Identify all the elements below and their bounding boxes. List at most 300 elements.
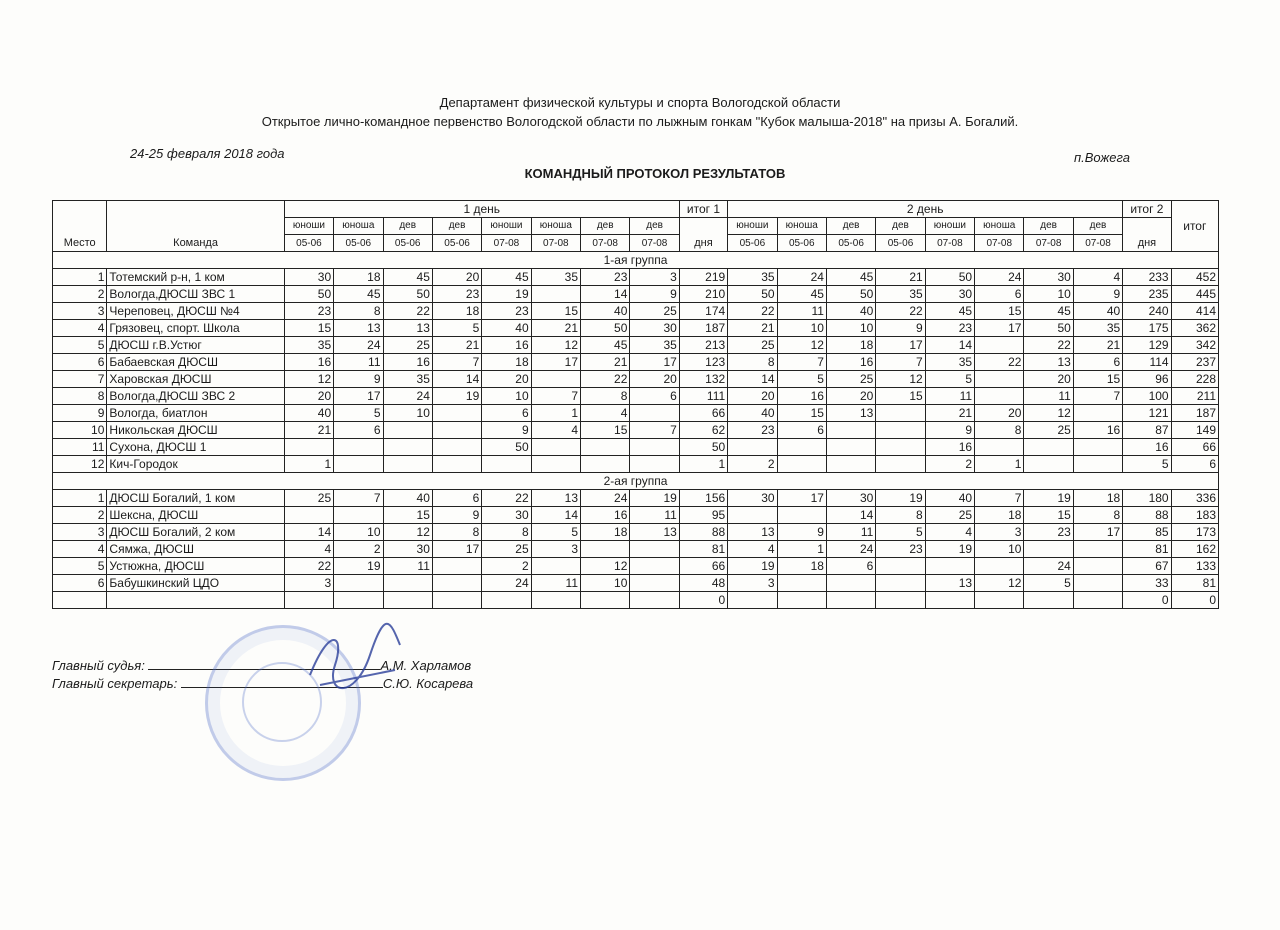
- score-cell: 14: [432, 371, 481, 388]
- score-cell: 8: [876, 507, 925, 524]
- day1-cat-1: юноши: [284, 218, 333, 235]
- score-cell: [1073, 405, 1122, 422]
- score-cell: 23: [728, 422, 777, 439]
- score-cell: 23: [1024, 524, 1073, 541]
- score-cell: [432, 456, 481, 473]
- score-cell: 4: [284, 541, 333, 558]
- empty-cell: [334, 592, 383, 609]
- score-cell: [581, 541, 630, 558]
- score-cell: 50: [581, 320, 630, 337]
- score-cell: 133: [1171, 558, 1218, 575]
- score-cell: 24: [826, 541, 875, 558]
- score-cell: 237: [1171, 354, 1218, 371]
- score-cell: 129: [1123, 337, 1171, 354]
- score-cell: 20: [432, 269, 481, 286]
- score-cell: 81: [1171, 575, 1218, 592]
- score-cell: 3: [728, 575, 777, 592]
- score-cell: 6: [975, 286, 1024, 303]
- score-cell: 7: [1073, 388, 1122, 405]
- score-cell: 4: [1073, 269, 1122, 286]
- score-cell: 6: [777, 422, 826, 439]
- score-cell: 12: [1024, 405, 1073, 422]
- score-cell: 8: [728, 354, 777, 371]
- score-cell: 3: [531, 541, 580, 558]
- score-cell: 15: [975, 303, 1024, 320]
- score-cell: 87: [1123, 422, 1171, 439]
- score-cell: 8: [1073, 507, 1122, 524]
- score-cell: 19: [1024, 490, 1073, 507]
- score-cell: 2: [925, 456, 974, 473]
- score-cell: [975, 388, 1024, 405]
- score-cell: 45: [482, 269, 531, 286]
- day1-cat-7: дев: [581, 218, 630, 235]
- place-cell: 3: [53, 524, 107, 541]
- score-cell: 18: [1073, 490, 1122, 507]
- score-cell: 4: [728, 541, 777, 558]
- score-cell: [876, 405, 925, 422]
- score-cell: 8: [432, 524, 481, 541]
- score-cell: [728, 507, 777, 524]
- team-cell: Харовская ДЮСШ: [107, 371, 284, 388]
- day2-cat-7: дев: [1024, 218, 1073, 235]
- score-cell: 17: [432, 541, 481, 558]
- score-cell: 24: [383, 388, 432, 405]
- team-cell: Грязовец, спорт. Школа: [107, 320, 284, 337]
- table-row: [53, 575, 1219, 592]
- score-cell: [777, 507, 826, 524]
- score-cell: 7: [334, 490, 383, 507]
- score-cell: 219: [679, 269, 727, 286]
- table-row: [53, 524, 1219, 541]
- score-cell: 18: [975, 507, 1024, 524]
- place-cell: 2: [53, 507, 107, 524]
- score-cell: 15: [383, 507, 432, 524]
- score-cell: 9: [1073, 286, 1122, 303]
- score-cell: 10: [383, 405, 432, 422]
- score-cell: 6: [432, 490, 481, 507]
- score-cell: 18: [432, 303, 481, 320]
- score-cell: 6: [630, 388, 679, 405]
- day1-cat-8: дев: [630, 218, 679, 235]
- score-cell: [975, 371, 1024, 388]
- score-cell: 12: [531, 337, 580, 354]
- score-cell: 17: [630, 354, 679, 371]
- score-cell: 20: [975, 405, 1024, 422]
- score-cell: 233: [1123, 269, 1171, 286]
- score-cell: 50: [925, 269, 974, 286]
- score-cell: 7: [876, 354, 925, 371]
- score-cell: 23: [432, 286, 481, 303]
- team-cell: Вологда, биатлон: [107, 405, 284, 422]
- score-cell: 45: [1024, 303, 1073, 320]
- table-row: [53, 558, 1219, 575]
- score-cell: 25: [630, 303, 679, 320]
- place-cell: 8: [53, 388, 107, 405]
- score-cell: 95: [679, 507, 727, 524]
- score-cell: 22: [1024, 337, 1073, 354]
- score-cell: 111: [679, 388, 727, 405]
- score-cell: 50: [284, 286, 333, 303]
- score-cell: 20: [630, 371, 679, 388]
- day1-cat-2: юноша: [334, 218, 383, 235]
- score-cell: [630, 575, 679, 592]
- score-cell: 45: [334, 286, 383, 303]
- score-cell: 1: [777, 541, 826, 558]
- score-cell: [777, 439, 826, 456]
- score-cell: 30: [284, 269, 333, 286]
- score-cell: 20: [284, 388, 333, 405]
- score-cell: 210: [679, 286, 727, 303]
- score-cell: 30: [383, 541, 432, 558]
- day2-age-1: 05-06: [728, 235, 777, 252]
- score-cell: 35: [531, 269, 580, 286]
- score-cell: 88: [1123, 507, 1171, 524]
- score-cell: 85: [1123, 524, 1171, 541]
- score-cell: 9: [432, 507, 481, 524]
- results-table: [52, 200, 1219, 609]
- score-cell: 1: [284, 456, 333, 473]
- score-cell: 17: [531, 354, 580, 371]
- score-cell: 24: [1024, 558, 1073, 575]
- score-cell: 162: [1171, 541, 1218, 558]
- score-cell: 187: [1171, 405, 1218, 422]
- day1-age-2: 05-06: [334, 235, 383, 252]
- score-cell: 5: [334, 405, 383, 422]
- total2-days-label: дня: [1123, 218, 1171, 252]
- score-cell: 452: [1171, 269, 1218, 286]
- score-cell: [876, 439, 925, 456]
- score-cell: 20: [482, 371, 531, 388]
- score-cell: 13: [334, 320, 383, 337]
- score-cell: 16: [482, 337, 531, 354]
- team-cell: Тотемский р-н, 1 ком: [107, 269, 284, 286]
- score-cell: 45: [581, 337, 630, 354]
- score-cell: 11: [1024, 388, 1073, 405]
- place-cell: 5: [53, 558, 107, 575]
- score-cell: 40: [284, 405, 333, 422]
- score-cell: 25: [826, 371, 875, 388]
- score-cell: 15: [531, 303, 580, 320]
- score-cell: 7: [531, 388, 580, 405]
- event-place: п.Вожега: [1073, 150, 1130, 165]
- score-cell: [876, 575, 925, 592]
- team-cell: Устюжна, ДЮСШ: [107, 558, 284, 575]
- score-cell: 17: [777, 490, 826, 507]
- empty-cell: [432, 592, 481, 609]
- score-cell: 40: [1073, 303, 1122, 320]
- team-cell: Сухона, ДЮСШ 1: [107, 439, 284, 456]
- score-cell: 20: [1024, 371, 1073, 388]
- score-cell: 175: [1123, 320, 1171, 337]
- table-row: [53, 303, 1219, 320]
- score-cell: 19: [876, 490, 925, 507]
- score-cell: 66: [1171, 439, 1218, 456]
- score-cell: 30: [630, 320, 679, 337]
- score-cell: 12: [581, 558, 630, 575]
- score-cell: 22: [728, 303, 777, 320]
- score-cell: 19: [925, 541, 974, 558]
- score-cell: 18: [581, 524, 630, 541]
- score-cell: 8: [482, 524, 531, 541]
- score-cell: 50: [482, 439, 531, 456]
- team-cell: Никольская ДЮСШ: [107, 422, 284, 439]
- score-cell: 12: [876, 371, 925, 388]
- score-cell: [531, 456, 580, 473]
- score-cell: 11: [826, 524, 875, 541]
- protocol-title: КОМАНДНЫЙ ПРОТОКОЛ РЕЗУЛЬТАТОВ: [524, 166, 786, 181]
- score-cell: 19: [334, 558, 383, 575]
- day1-age-6: 07-08: [531, 235, 580, 252]
- score-cell: 342: [1171, 337, 1218, 354]
- score-cell: 445: [1171, 286, 1218, 303]
- place-cell: 12: [53, 456, 107, 473]
- empty-cell: [1024, 592, 1073, 609]
- score-cell: 40: [482, 320, 531, 337]
- score-cell: 12: [975, 575, 1024, 592]
- score-cell: [728, 439, 777, 456]
- team-cell: Бабаевская ДЮСШ: [107, 354, 284, 371]
- score-cell: 15: [1024, 507, 1073, 524]
- score-cell: 5: [531, 524, 580, 541]
- score-cell: 24: [334, 337, 383, 354]
- score-cell: 21: [581, 354, 630, 371]
- score-cell: 6: [482, 405, 531, 422]
- table-row: [53, 422, 1219, 439]
- score-cell: 13: [728, 524, 777, 541]
- score-cell: 14: [284, 524, 333, 541]
- place-cell: 11: [53, 439, 107, 456]
- score-cell: 132: [679, 371, 727, 388]
- judge-name: А.М. Харламов: [380, 658, 472, 673]
- team-cell: Сямжа, ДЮСШ: [107, 541, 284, 558]
- score-cell: 25: [1024, 422, 1073, 439]
- score-cell: 30: [826, 490, 875, 507]
- col-place-header: Место: [53, 201, 107, 252]
- table-row: [53, 286, 1219, 303]
- empty-cell: [777, 592, 826, 609]
- table-row: [53, 337, 1219, 354]
- score-cell: 13: [383, 320, 432, 337]
- day1-cat-4: дев: [432, 218, 481, 235]
- score-cell: 40: [826, 303, 875, 320]
- score-cell: 14: [826, 507, 875, 524]
- score-cell: [334, 456, 383, 473]
- score-cell: 21: [925, 405, 974, 422]
- score-cell: 5: [432, 320, 481, 337]
- score-cell: 40: [581, 303, 630, 320]
- score-cell: 12: [284, 371, 333, 388]
- empty-cell: [383, 592, 432, 609]
- score-cell: [482, 456, 531, 473]
- score-cell: 17: [334, 388, 383, 405]
- empty-cell: [728, 592, 777, 609]
- table-footer-row: [53, 592, 1219, 609]
- score-cell: 17: [1073, 524, 1122, 541]
- score-cell: 10: [581, 575, 630, 592]
- score-cell: 9: [876, 320, 925, 337]
- score-cell: [630, 541, 679, 558]
- table-row: [53, 405, 1219, 422]
- score-cell: [284, 439, 333, 456]
- score-cell: 22: [284, 558, 333, 575]
- score-cell: 10: [777, 320, 826, 337]
- score-cell: [1073, 439, 1122, 456]
- score-cell: 8: [334, 303, 383, 320]
- score-cell: [1073, 541, 1122, 558]
- score-cell: [284, 507, 333, 524]
- score-cell: 23: [284, 303, 333, 320]
- score-cell: 25: [284, 490, 333, 507]
- empty-cell: [284, 592, 333, 609]
- score-cell: 8: [581, 388, 630, 405]
- score-cell: 13: [925, 575, 974, 592]
- score-cell: [630, 405, 679, 422]
- score-cell: 5: [925, 371, 974, 388]
- team-cell: Вологда,ДЮСШ ЗВС 2: [107, 388, 284, 405]
- score-cell: 50: [728, 286, 777, 303]
- score-cell: 10: [975, 541, 1024, 558]
- day1-age-7: 07-08: [581, 235, 630, 252]
- table-row: [53, 388, 1219, 405]
- score-cell: 10: [1024, 286, 1073, 303]
- score-cell: 66: [679, 558, 727, 575]
- place-cell: 5: [53, 337, 107, 354]
- score-cell: 180: [1123, 490, 1171, 507]
- score-cell: 30: [728, 490, 777, 507]
- score-cell: 16: [284, 354, 333, 371]
- score-cell: [334, 575, 383, 592]
- day2-cat-5: юноши: [925, 218, 974, 235]
- day2-age-3: 05-06: [826, 235, 875, 252]
- score-cell: 11: [630, 507, 679, 524]
- score-cell: [630, 456, 679, 473]
- score-cell: [1073, 456, 1122, 473]
- footer-grand-total: 0: [1171, 592, 1218, 609]
- score-cell: [432, 405, 481, 422]
- score-cell: 10: [826, 320, 875, 337]
- score-cell: 96: [1123, 371, 1171, 388]
- score-cell: 19: [482, 286, 531, 303]
- score-cell: 21: [284, 422, 333, 439]
- score-cell: 20: [728, 388, 777, 405]
- table-row: [53, 439, 1219, 456]
- score-cell: [531, 371, 580, 388]
- score-cell: 9: [630, 286, 679, 303]
- table-row: [53, 490, 1219, 507]
- empty-cell: [531, 592, 580, 609]
- score-cell: 22: [581, 371, 630, 388]
- score-cell: 13: [531, 490, 580, 507]
- score-cell: 25: [925, 507, 974, 524]
- score-cell: 213: [679, 337, 727, 354]
- day2-cat-3: дев: [826, 218, 875, 235]
- score-cell: 6: [1073, 354, 1122, 371]
- table-row: [53, 371, 1219, 388]
- score-cell: 24: [777, 269, 826, 286]
- score-cell: 22: [876, 303, 925, 320]
- day2-cat-2: юноша: [777, 218, 826, 235]
- total1-header: итог 1: [679, 201, 727, 218]
- org-heading: Департамент физической культуры и спорта Вологодской области: [439, 95, 841, 110]
- score-cell: 4: [925, 524, 974, 541]
- score-cell: 6: [1171, 456, 1218, 473]
- score-cell: [777, 575, 826, 592]
- score-cell: 14: [531, 507, 580, 524]
- score-cell: 15: [581, 422, 630, 439]
- score-cell: 2: [482, 558, 531, 575]
- score-cell: 50: [679, 439, 727, 456]
- score-cell: 24: [581, 490, 630, 507]
- place-cell: 4: [53, 541, 107, 558]
- handwritten-signature: [300, 615, 410, 705]
- group-title: 2-ая группа: [53, 473, 1219, 490]
- grand-total-header: итог: [1171, 201, 1218, 252]
- empty-cell: [925, 592, 974, 609]
- score-cell: 7: [630, 422, 679, 439]
- team-cell: Вологда,ДЮСШ ЗВС 1: [107, 286, 284, 303]
- table-row: [53, 269, 1219, 286]
- score-cell: 149: [1171, 422, 1218, 439]
- place-cell: 9: [53, 405, 107, 422]
- score-cell: 33: [1123, 575, 1171, 592]
- empty-cell: [482, 592, 531, 609]
- score-cell: 48: [679, 575, 727, 592]
- table-row: [53, 507, 1219, 524]
- team-cell: Череповец, ДЮСШ №4: [107, 303, 284, 320]
- place-cell: 4: [53, 320, 107, 337]
- score-cell: 8: [975, 422, 1024, 439]
- score-cell: [432, 439, 481, 456]
- score-cell: 1: [679, 456, 727, 473]
- score-cell: 23: [876, 541, 925, 558]
- score-cell: 5: [876, 524, 925, 541]
- table-row: [53, 541, 1219, 558]
- score-cell: 16: [581, 507, 630, 524]
- score-cell: 14: [925, 337, 974, 354]
- score-cell: [1024, 439, 1073, 456]
- score-cell: 67: [1123, 558, 1171, 575]
- total1-days-label: дня: [679, 218, 727, 252]
- day2-age-6: 07-08: [975, 235, 1024, 252]
- score-cell: 11: [531, 575, 580, 592]
- score-cell: 15: [284, 320, 333, 337]
- score-cell: [581, 456, 630, 473]
- score-cell: 18: [777, 558, 826, 575]
- col-team-header: Команда: [107, 201, 284, 252]
- score-cell: 362: [1171, 320, 1218, 337]
- score-cell: 7: [777, 354, 826, 371]
- score-cell: 5: [1024, 575, 1073, 592]
- score-cell: 81: [1123, 541, 1171, 558]
- score-cell: 11: [777, 303, 826, 320]
- score-cell: [826, 422, 875, 439]
- score-cell: [383, 456, 432, 473]
- score-cell: 1: [531, 405, 580, 422]
- score-cell: 3: [284, 575, 333, 592]
- score-cell: 35: [630, 337, 679, 354]
- score-cell: 40: [728, 405, 777, 422]
- score-cell: 13: [630, 524, 679, 541]
- table-row: [53, 354, 1219, 371]
- day2-cat-4: дев: [876, 218, 925, 235]
- team-cell: Кич-Городок: [107, 456, 284, 473]
- day2-age-2: 05-06: [777, 235, 826, 252]
- day2-age-8: 07-08: [1073, 235, 1122, 252]
- score-cell: 23: [482, 303, 531, 320]
- score-cell: [876, 422, 925, 439]
- score-cell: 9: [334, 371, 383, 388]
- day2-cat-8: дев: [1073, 218, 1122, 235]
